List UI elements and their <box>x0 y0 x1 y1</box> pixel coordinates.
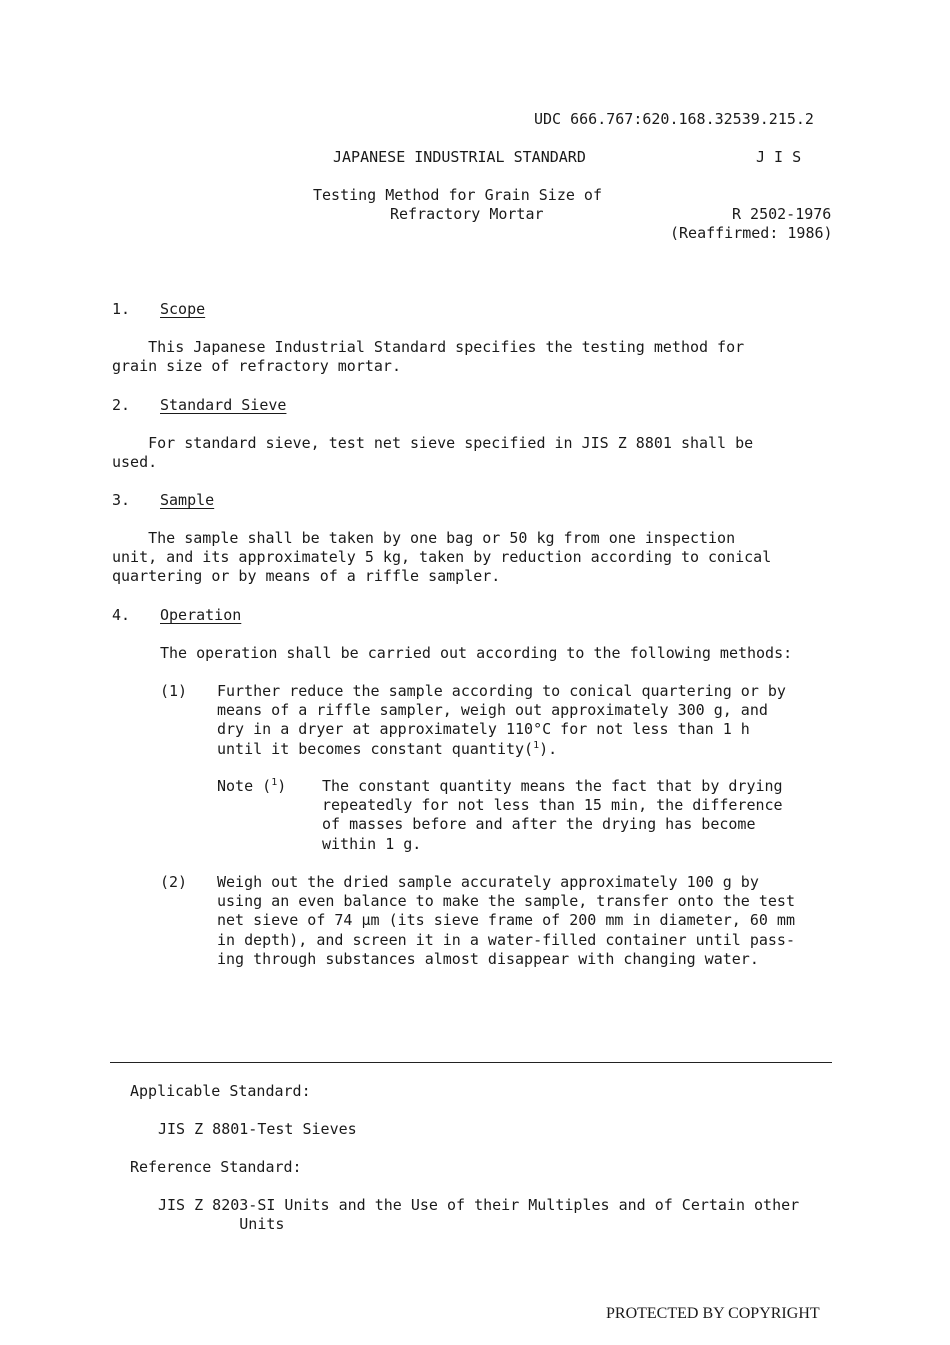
note-label-sup: 1 <box>271 777 278 788</box>
section-body-operation: The operation shall be carried out according to the following methods: <box>160 644 793 662</box>
reaffirmed-year: (Reaffirmed: 1986) <box>670 224 833 242</box>
section-heading-operation: Operation <box>160 606 242 624</box>
section-heading-sample: Sample <box>160 491 215 509</box>
list-item-text: Weigh out the dried sample accurately approximately 100 g by using an even balance to make the sample, transfer onto the test net sieve of 74 µm (its sieve frame of 200 mm in diameter, 60 mm in depth), and screen it in a water-filled container until pass- ing through substances almost disappear with changing water. <box>217 873 795 968</box>
section-number: 4. <box>112 606 131 624</box>
list-item-text <box>217 682 786 759</box>
section-number: 2. <box>112 396 131 414</box>
note-label-suffix: ) <box>277 777 287 795</box>
section-number: 3. <box>112 491 131 509</box>
applicable-standard-heading: Applicable Standard: <box>130 1082 311 1100</box>
list-item-label: (2) <box>160 873 188 891</box>
section-heading-scope: Scope <box>160 300 206 318</box>
note-text: The constant quantity means the fact that by drying repeatedly for not less than 15 min, the difference of masses before and after the drying has become within 1 g. <box>322 777 783 853</box>
list-item-text-main: Further reduce the sample according to conical quartering or by means of a riffle sampler, weigh out approximately 300 g, and dry in a dryer at approximately 110°C for not less than 1 h until it becomes constant quantity( <box>217 682 786 758</box>
copyright-footer: PROTECTED BY COPYRIGHT <box>606 1305 820 1322</box>
note-label <box>217 777 286 796</box>
list-item-label: (1) <box>160 682 188 700</box>
horizontal-rule <box>110 1062 832 1063</box>
section-body-sample: The sample shall be taken by one bag or 50 kg from one inspection unit, and its approximately 5 kg, taken by reduction according to conical quartering or by means of a riffle sampler. <box>112 529 772 586</box>
applicable-standard-item: JIS Z 8801-Test Sieves <box>158 1120 357 1138</box>
footnote-ref: 1 <box>533 739 540 751</box>
section-heading-standard-sieve: Standard Sieve <box>160 396 287 414</box>
section-body-scope: This Japanese Industrial Standard specifies the testing method for grain size of refractory mortar. <box>112 338 745 376</box>
note-label-prefix: Note ( <box>217 777 272 795</box>
standard-number: R 2502-1976 <box>732 205 832 223</box>
document-title-line2: Refractory Mortar <box>390 205 544 223</box>
udc-code: UDC 666.767:620.168.32539.215.2 <box>534 110 814 128</box>
section-body-standard-sieve: For standard sieve, test net sieve specified in JIS Z 8801 shall be used. <box>112 434 754 472</box>
section-number: 1. <box>112 300 131 318</box>
document-title-line1: Testing Method for Grain Size of <box>313 186 602 204</box>
jis-mark: J I S <box>756 148 802 166</box>
reference-standard-heading: Reference Standard: <box>130 1158 302 1176</box>
reference-standard-item: JIS Z 8203-SI Units and the Use of their Multiples and of Certain other Units <box>158 1196 800 1234</box>
standard-organization: JAPANESE INDUSTRIAL STANDARD <box>333 148 586 166</box>
list-item-text-tail: ). <box>539 739 558 758</box>
